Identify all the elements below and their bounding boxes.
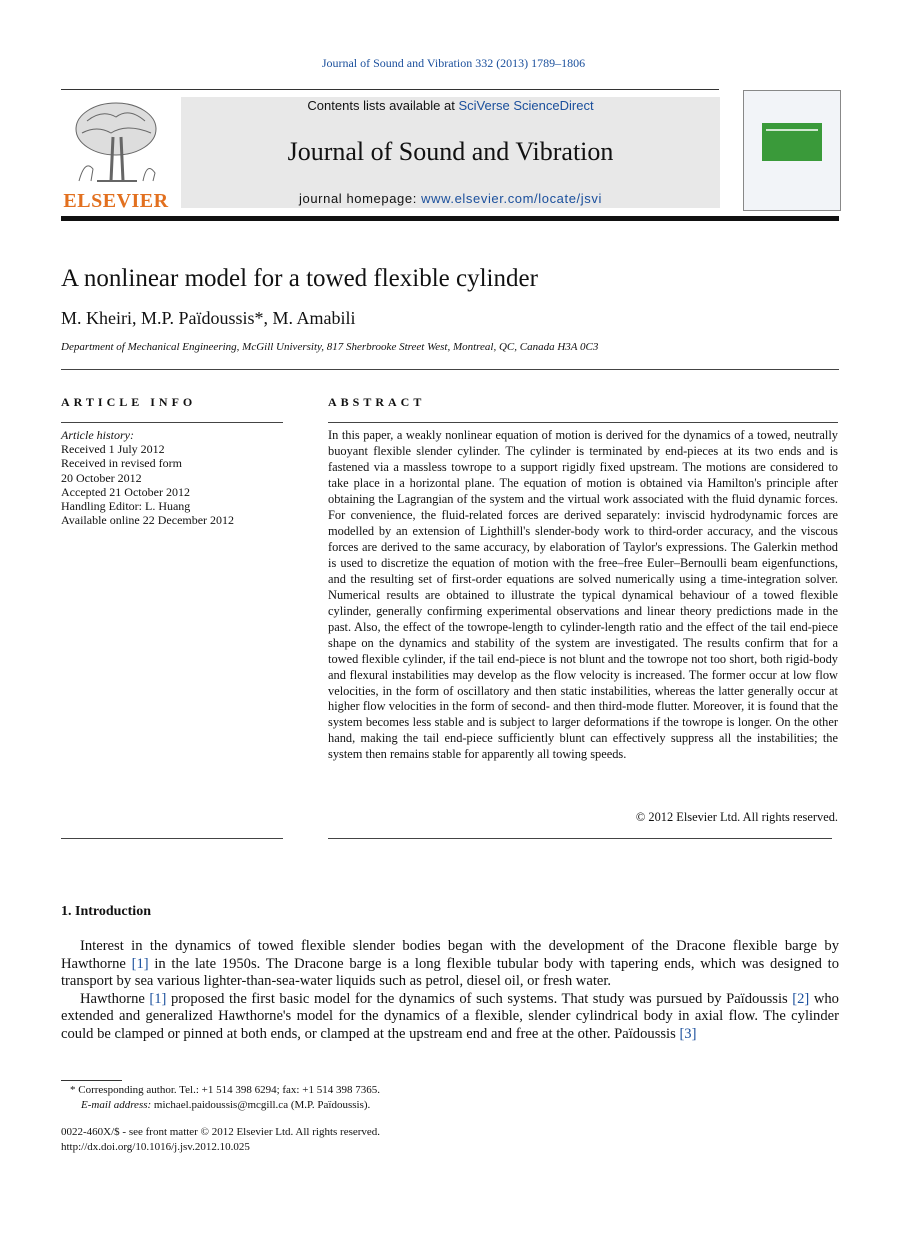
email-address[interactable]: michael.paidoussis@mcgill.ca (M.P. Païdoussis). xyxy=(151,1099,371,1111)
article-title: A nonlinear model for a towed flexible cylinder xyxy=(61,265,538,292)
article-info-rule xyxy=(61,422,283,423)
homepage-link[interactable]: www.elsevier.com/locate/jsvi xyxy=(421,191,602,206)
elsevier-wordmark: ELSEVIER xyxy=(63,190,169,212)
header-thick-rule xyxy=(61,216,839,221)
intro-paragraph-1 xyxy=(61,938,839,991)
front-matter: 0022-460X/$ - see front matter © 2012 Elsevier Ltd. All rights reserved. xyxy=(61,1126,381,1138)
homepage-line xyxy=(181,191,720,206)
contents-prefix: Contents lists available at xyxy=(307,98,459,113)
abstract-rule xyxy=(328,422,838,423)
journal-reference[interactable]: Journal of Sound and Vibration 332 (2013) 1789–1806 xyxy=(321,56,586,70)
history-accepted: Accepted 21 October 2012 xyxy=(61,484,190,499)
citation-link[interactable]: [2] xyxy=(792,990,810,1007)
history-revised-date: 20 October 2012 xyxy=(61,470,142,485)
article-info-bottom-rule xyxy=(61,838,283,839)
elsevier-tree-icon xyxy=(67,99,165,187)
introduction-body xyxy=(61,938,839,1044)
history-label: Article history: xyxy=(61,428,134,442)
citation-link[interactable]: [1] xyxy=(149,990,167,1007)
abstract-bottom-rule xyxy=(328,838,832,839)
history-revised-label: Received in revised form xyxy=(61,456,182,471)
history-editor: Handling Editor: L. Huang xyxy=(61,499,191,514)
footnote-email xyxy=(81,1099,370,1111)
abstract-heading: ABSTRACT xyxy=(328,395,426,409)
cover-title-lines xyxy=(766,129,818,131)
intro-p2-text: proposed the first basic model for the dynamics of such systems. That study was pursued by Païdoussis xyxy=(166,990,793,1007)
footnote-rule xyxy=(61,1080,122,1081)
abstract-text: In this paper, a weakly nonlinear equation of motion is derived for the dynamics of a towed, neutrally buoyant flexible slender cylinder. The cylinder is terminated by end-pieces at its two ends and is fastened via a massless towrope to a support rigidly fixed upstream. The motions are considered to take place in a horizontal plane. The equation of motion is obtained via Hamilton's principle after obtaining the Lagrangian of the system and the virtual work associated with the fluid dynamic forces. For convenience, the fluid-related forces are derived separately: inviscid hydrodynamic forces are modelled by an extension of Lighthill's slender-body work to third-order accuracy, and the viscous forces are derived to the same accuracy, by elaboration of Taylor's expressions. The Galerkin method is used to discretize the equation of motion with the free–free Euler–Bernoulli beam eigenfunctions, and the resulting set of first-order equations are solved numerically using a time-integration solver. Numerical results are obtained to illustrate the typical dynamical behaviour of a towed flexible cylinder, generally confirming experimental observations and linear theory predictions made in the past. Also, the effect of the towrope-length to cylinder-length ratio and the effect of the tail end-piece shape on the dynamics and stability of the system are investigated. The results confirm that for a towed flexible cylinder, if the tail end-piece is not blunt and the towrope not too short, both rigid-body and flexural instabilities may develop as the flow velocity is increased. The former occur at low flow velocities, in the form of oscillatory and then static instabilities, whereas the latter generally occur at higher flow velocities in the form of second- and then third-mode flutter. Moreover, it is found that the system becomes less stable and is subject to larger deformations if the towrope is longer. On the other hand, making the tail end-piece sufficiently blunt can effectively suppress all the instabilities; the system then remains stable for apparently all towing speeds. xyxy=(328,428,838,762)
intro-p1-text: Interest in the dynamics of towed flexible slender bodies began with the development of the Dracone flexible barge by Hawthorne xyxy=(61,938,839,972)
abstract-copyright: © 2012 Elsevier Ltd. All rights reserved. xyxy=(635,810,838,824)
article-authors: M. Kheiri, M.P. Païdoussis*, M. Amabili xyxy=(61,308,356,328)
citation-link[interactable]: [3] xyxy=(679,1025,697,1042)
section-heading-introduction: 1. Introduction xyxy=(61,904,151,919)
journal-title: Journal of Sound and Vibration xyxy=(287,137,614,166)
article-info-heading: ARTICLE INFO xyxy=(61,395,197,409)
intro-paragraph-2 xyxy=(61,991,839,1044)
journal-cover-thumbnail xyxy=(743,90,841,211)
author-affiliation: Department of Mechanical Engineering, McGill University, 817 Sherbrooke Street West, Montreal, QC, Canada H3A 0C3 xyxy=(61,341,599,353)
doi-link[interactable]: http://dx.doi.org/10.1016/j.jsv.2012.10.025 xyxy=(61,1141,250,1153)
title-divider xyxy=(61,369,839,370)
article-history xyxy=(61,428,283,527)
intro-p2-text: who extended and generalized Hawthorne's model for the dynamics of a flexible, slender cylindrical body in axial flow. The cylinder could be clamped or pinned at both ends, or clamped at the upstream end and free at the other. Païdoussis xyxy=(61,990,839,1042)
header-top-rule xyxy=(61,89,719,90)
intro-p1-text: in the late 1950s. The Dracone barge is a long flexible tubular body with tapering ends, which was designed to transport by sea various lighter-than-sea-water liquids such as petrol, diesel oil, or fresh water. xyxy=(61,955,839,990)
history-received: Received 1 July 2012 xyxy=(61,442,165,457)
homepage-prefix: journal homepage: xyxy=(299,191,422,206)
sciencedirect-link[interactable]: SciVerse ScienceDirect xyxy=(458,98,594,113)
citation-link[interactable]: [1] xyxy=(131,955,149,972)
email-label: E-mail address: xyxy=(81,1099,152,1111)
footnote-corresponding: * Corresponding author. Tel.: +1 514 398 6294; fax: +1 514 398 7365. xyxy=(70,1084,380,1096)
intro-p2-text: Hawthorne xyxy=(80,990,150,1007)
contents-line xyxy=(181,98,720,113)
history-online: Available online 22 December 2012 xyxy=(61,513,235,528)
